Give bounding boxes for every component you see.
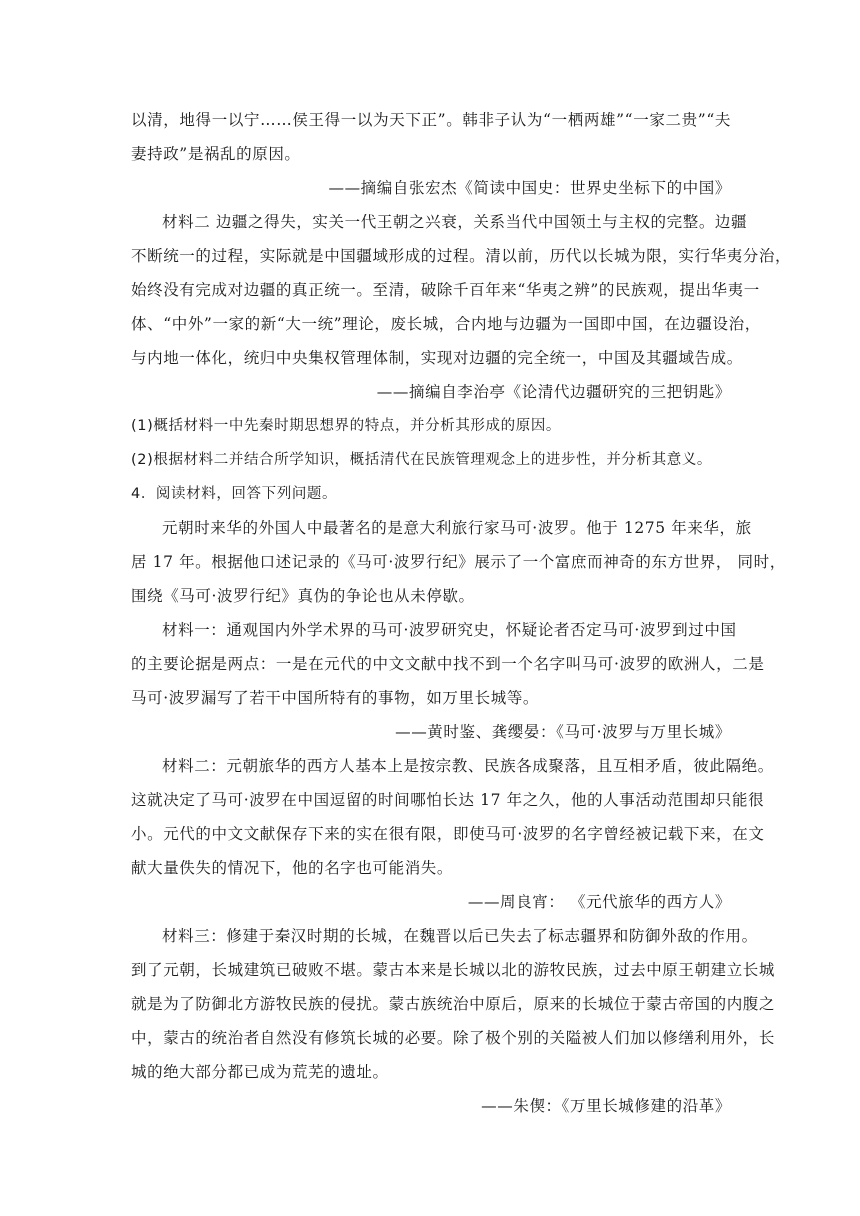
paragraph-line: 小。元代的中文文献保存下来的实在很有限，即使马可·波罗的名字曾经被记载下来，在文 xyxy=(131,825,765,843)
citation-source: ——摘编自张宏杰《简读中国史：世界史坐标下的中国》 xyxy=(328,179,731,197)
paragraph-line: 中，蒙古的统治者自然没有修筑长城的必要。除了极个别的关隘被人们加以修缮利用外，长 xyxy=(131,1029,776,1047)
paragraph-line: 元朝时来华的外国人中最著名的是意大利旅行家马可·波罗。他于 1275 年来华，旅 xyxy=(162,519,752,537)
paragraph-line: 材料三：修建于秦汉时期的长城，在魏晋以后已失去了标志疆界和防御外敌的作用。 xyxy=(162,927,758,945)
citation-source: ——黄时鉴、龚缨晏：《马可·波罗与万里长城》 xyxy=(395,723,731,741)
paragraph-line: 材料二 边疆之得失，实关一代王朝之兴衰，关系当代中国领土与主权的完整。边疆 xyxy=(162,213,748,231)
paragraph-line: 体、“中外”一家的新“大一统”理论，废长城，合内地与边疆为一国即中国，在边疆设治， xyxy=(131,315,761,333)
paragraph-line: 材料二：元朝旅华的西方人基本上是按宗教、民族各成聚落，且互相矛盾，彼此隔绝。 xyxy=(162,757,774,775)
paragraph-line: 这就决定了马可·波罗在中国逗留的时间哪怕长达 17 年之久，他的人事活动范围却只能很 xyxy=(131,791,765,809)
document-body xyxy=(131,103,792,1123)
question-item: (2)根据材料二并结合所学知识，概括清代在民族管理观念上的进步性，并分析其意义。 xyxy=(131,452,713,468)
paragraph-line: 的主要论据是两点：一是在元代的中文文献中找不到一个名字叫马可·波罗的欧洲人，二是 xyxy=(131,655,765,673)
citation-source: ——摘编自李治亭《论清代边疆研究的三把钥匙》 xyxy=(376,383,731,401)
paragraph-line: 以清，地得一以宁……侯王得一以为天下正”。韩非子认为“一栖两雄”“一家二贵”“夫 xyxy=(131,111,731,129)
paragraph-line: 马可·波罗漏写了若干中国所特有的事物，如万里长城等。 xyxy=(131,689,540,707)
paragraph-line: 献大量佚失的情况下，他的名字也可能消失。 xyxy=(131,859,454,877)
paragraph-line: 妻持政”是祸乱的原因。 xyxy=(131,145,301,163)
paragraph-line: 不断统一的过程，实际就是中国疆域形成的过程。清以前，历代以长城为限，实行华夷分治， xyxy=(131,247,792,265)
paragraph-line: 到了元朝，长城建筑已破败不堪。蒙古本来是长城以北的游牧民族，过去中原王朝建立长城 xyxy=(131,961,776,979)
paragraph-line: 与内地一体化，统归中央集权管理体制，实现对边疆的完全统一，中国及其疆域告成。 xyxy=(131,349,743,367)
question-item: (1)概括材料一中先秦时期思想界的特点，并分析其形成的原因。 xyxy=(131,418,562,434)
paragraph-line: 就是为了防御北方游牧民族的侵扰。蒙古族统治中原后，原来的长城位于蒙古帝国的内腹之 xyxy=(131,995,776,1013)
paragraph-line: 城的绝大部分都已成为荒芜的遗址。 xyxy=(131,1063,389,1081)
citation-source: ——朱偰：《万里长城修建的沿革》 xyxy=(481,1097,731,1115)
citation-source: ——周良宵： 《元代旅华的西方人》 xyxy=(467,893,731,911)
paragraph-line: 材料一：通观国内外学术界的马可·波罗研究史，怀疑论者否定马可·波罗到过中国 xyxy=(162,621,737,639)
paragraph-line: 始终没有完成对边疆的真正统一。至清，破除千百年来“华夷之辨”的民族观，提出华夷一 xyxy=(131,281,760,299)
paragraph-line: 围绕《马可·波罗行纪》真伪的争论也从未停歇。 xyxy=(131,587,475,605)
paragraph-line: 居 17 年。根据他口述记录的《马可·波罗行纪》展示了一个富庶而神奇的东方世界， 同时， xyxy=(131,553,786,571)
question-heading: 4．阅读材料，回答下列问题。 xyxy=(131,486,338,502)
